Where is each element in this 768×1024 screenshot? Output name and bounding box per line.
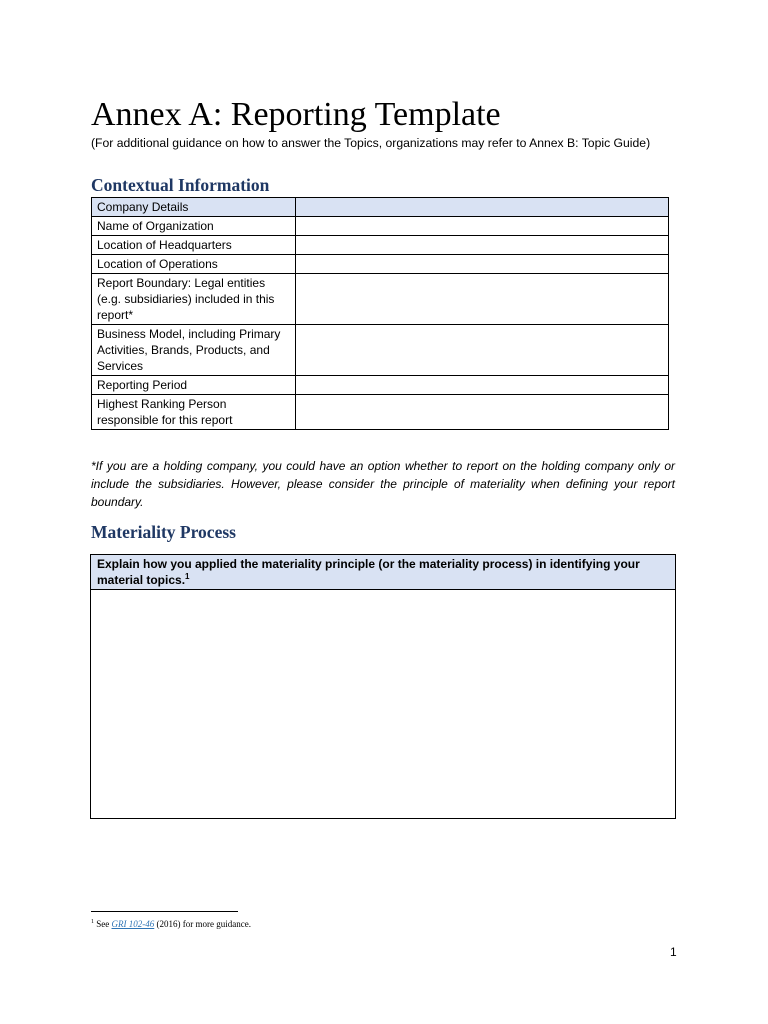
table-row (92, 236, 669, 255)
table-row (92, 255, 669, 274)
footnote-prefix: See (96, 919, 110, 929)
page-title: Annex A: Reporting Template (91, 96, 501, 133)
row-value-location-of-headquarters[interactable] (296, 236, 669, 255)
table-row (92, 395, 669, 430)
page-subtitle: (For additional guidance on how to answer the Topics, organizations may refer to Annex B: Topic Guide) (91, 136, 651, 150)
table-row (92, 325, 669, 376)
row-value-business-model[interactable] (296, 325, 669, 376)
contextual-information-heading: Contextual Information (91, 175, 270, 195)
row-label-business-model: Business Model, including Primary Activities, Brands, Products, and Services (92, 325, 296, 376)
materiality-answer-area[interactable] (91, 590, 675, 818)
holding-company-note: *If you are a holding company, you could have an option whether to report on the holding company only or include the subsidiaries. However, please consider the principle of materiality when defining your report boundary. (91, 459, 675, 509)
table-header-row (92, 198, 669, 217)
materiality-prompt (91, 555, 675, 590)
row-value-location-of-operations[interactable] (296, 255, 669, 274)
footnote (91, 915, 251, 931)
row-label-report-boundary: Report Boundary: Legal entities (e.g. subsidiaries) included in this report* (92, 274, 296, 325)
row-value-report-boundary[interactable] (296, 274, 669, 325)
footnote-separator (91, 911, 238, 912)
materiality-prompt-text: Explain how you applied the materiality principle (or the materiality process) in identifying your material topics. (97, 557, 640, 587)
footnote-reference[interactable]: 1 (185, 572, 190, 581)
row-label-reporting-period: Reporting Period (92, 376, 296, 395)
table-row (92, 274, 669, 325)
materiality-process-heading: Materiality Process (91, 522, 236, 542)
row-value-company-details[interactable] (296, 198, 669, 217)
table-row (92, 217, 669, 236)
row-label-location-of-operations: Location of Operations (92, 255, 296, 274)
row-value-reporting-period[interactable] (296, 376, 669, 395)
row-label-highest-ranking-person: Highest Ranking Person responsible for this report (92, 395, 296, 430)
row-label-name-of-organization: Name of Organization (92, 217, 296, 236)
contextual-information-table (91, 197, 669, 430)
table-row (92, 376, 669, 395)
row-value-highest-ranking-person[interactable] (296, 395, 669, 430)
footnote-number: 1 (91, 919, 94, 925)
row-label-location-of-headquarters: Location of Headquarters (92, 236, 296, 255)
gri-102-46-link[interactable]: GRI 102-46 (111, 919, 155, 929)
page-number: 1 (670, 945, 677, 959)
row-value-name-of-organization[interactable] (296, 217, 669, 236)
row-label-company-details: Company Details (92, 198, 296, 217)
footnote-suffix: (2016) for more guidance. (156, 919, 251, 929)
materiality-process-box (90, 554, 676, 819)
